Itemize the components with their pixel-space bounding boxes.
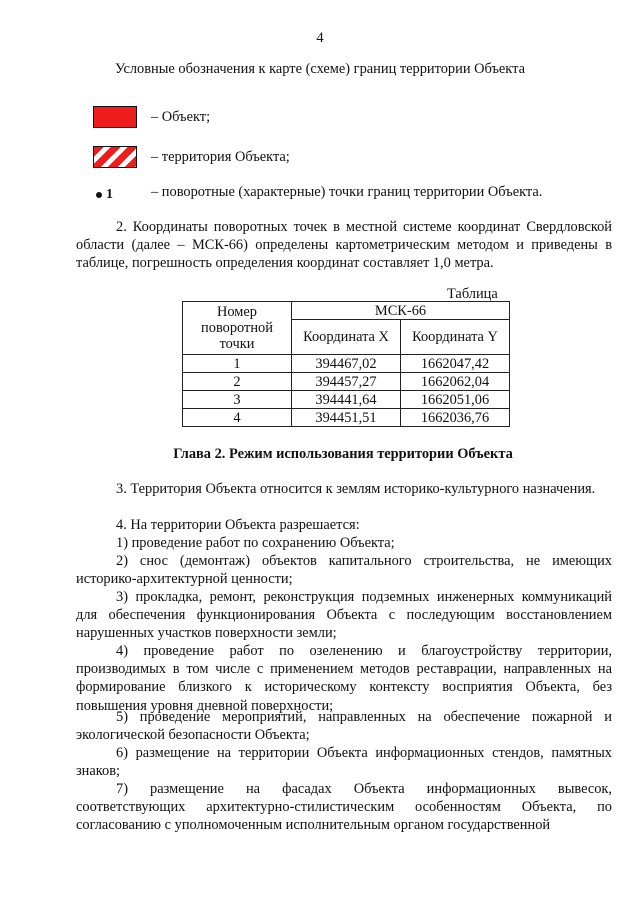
turning-point-marker — [96, 187, 113, 203]
list-item-2: 2) снос (демонтаж) объектов капитального строительства, не имеющих историко-архитектурной ценности; — [76, 553, 612, 588]
cell-y: 1662047,42 — [401, 355, 510, 373]
point-marker-number: 1 — [106, 187, 113, 202]
list-item-5: 5) проведение мероприятий, направленных на обеспечение пожарной и экологической безопасности Объекта; — [76, 709, 612, 744]
chapter-title: Глава 2. Режим использования территории Объекта — [173, 446, 513, 462]
paragraph-3: 3. Территория Объекта относится к землям историко-культурного назначения. — [116, 481, 596, 497]
table-row — [183, 391, 510, 409]
cell-y: 1662062,04 — [401, 373, 510, 391]
legend-object-swatch — [93, 106, 137, 128]
cell-point-number: 3 — [183, 391, 292, 409]
legend-title: Условные обозначения к карте (схеме) границ территории Объекта — [115, 61, 525, 77]
cell-x: 394441,64 — [292, 391, 401, 409]
list-item-1: 1) проведение работ по сохранению Объекта; — [116, 535, 395, 551]
cell-x: 394467,02 — [292, 355, 401, 373]
legend-territory-swatch — [93, 146, 137, 168]
table-row — [183, 373, 510, 391]
list-item-6: 6) размещение на территории Объекта информационных стендов, памятных знаков; — [76, 745, 612, 780]
paragraph-4: 4. На территории Объекта разрешается: — [116, 517, 360, 533]
territory-hatch-swatch — [93, 146, 137, 168]
page-number: 4 — [316, 30, 324, 46]
cell-x: 394451,51 — [292, 409, 401, 427]
cell-point-number: 1 — [183, 355, 292, 373]
cell-x: 394457,27 — [292, 373, 401, 391]
table-caption: Таблица — [447, 286, 498, 302]
table-header-row — [183, 302, 510, 320]
list-item-7: 7) размещение на фасадах Объекта информационных вывесок, соответствующих архитектурно-стилистическим особенностям Объекта, по согласованию с уполномоченным исполнительным органом государственной — [76, 781, 612, 834]
list-item-4: 4) проведение работ по озеленению и благоустройству территории, производимых в том числе с применением методов реставрации, направленных на формирование близкого к историческому контексту восприятия Объекта, без повышения уровня дневной поверхности; — [76, 643, 612, 714]
cell-y: 1662036,76 — [401, 409, 510, 427]
legend-points-label: – поворотные (характерные) точки границ территории Объекта. — [151, 184, 543, 200]
table-row — [183, 409, 510, 427]
header-y: Координата Y — [401, 320, 510, 355]
header-point-number: Номер поворотной точки — [183, 302, 292, 355]
header-coordinate-system: МСК-66 — [292, 302, 510, 320]
header-x: Координата X — [292, 320, 401, 355]
point-dot-icon — [96, 192, 102, 198]
object-fill-swatch — [93, 106, 137, 128]
cell-y: 1662051,06 — [401, 391, 510, 409]
cell-point-number: 4 — [183, 409, 292, 427]
coordinates-table — [182, 301, 510, 427]
cell-point-number: 2 — [183, 373, 292, 391]
paragraph-2: 2. Координаты поворотных точек в местной системе координат Свердловской области (далее – МСК-66) определены картометрическим методом и приведены в таблице, погрешность определения координат составляет 1,0 метра. — [76, 219, 612, 272]
legend-territory-label: – территория Объекта; — [151, 149, 290, 165]
table-row — [183, 355, 510, 373]
list-item-3: 3) прокладка, ремонт, реконструкция подземных инженерных коммуникаций для обеспечения функционирования Объекта с последующим восстановлением нарушенных участков поверхности земли; — [76, 589, 612, 642]
legend-object-label: – Объект; — [151, 109, 211, 125]
